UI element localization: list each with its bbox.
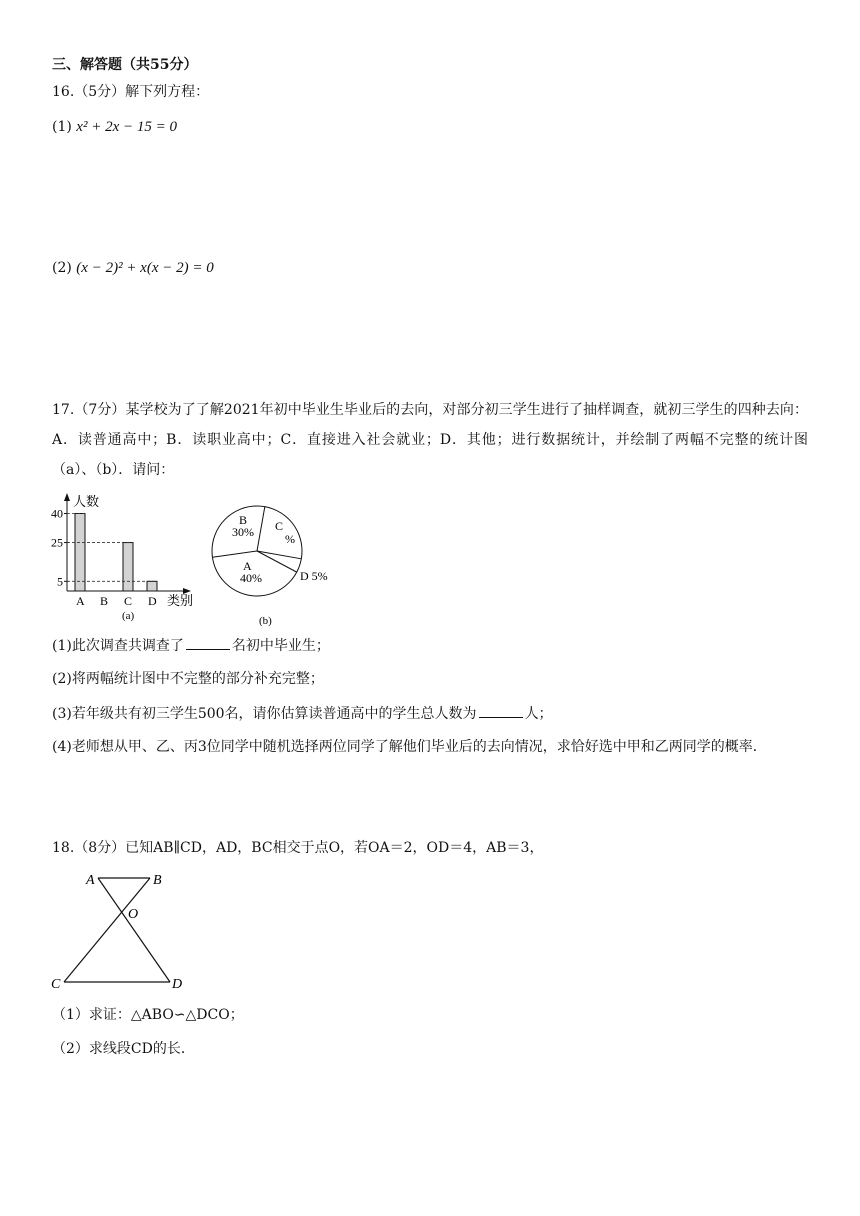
q16-part1-label: (1) [52, 119, 72, 135]
chart-b-title: (b) [259, 615, 272, 627]
pie-divider-1 [212, 551, 257, 557]
y-tick-label: 40 [51, 506, 63, 521]
q16-part2-equation: (x − 2)² + x(x − 2) = 0 [76, 260, 214, 276]
pie-slice-name-a: A [243, 559, 252, 573]
pie-chart-b [205, 498, 355, 628]
x-tick-label: A [76, 594, 85, 608]
point-o-label: O [128, 907, 139, 922]
q17-sub2: (2)将两幅统计图中不完整的部分补充完整； [52, 671, 324, 687]
q17-sub3 [52, 703, 553, 724]
q17-sub1-blank[interactable] [186, 635, 230, 650]
bar-a [75, 514, 85, 592]
segment-bc [64, 878, 150, 982]
segment-ad [98, 878, 170, 982]
y-tick-label: 25 [51, 535, 63, 550]
q17-text: 17.（7分）某学校为了了解2021年初中毕业生毕业后的去向，对部分初三学生进行了抽样调查，就初三学生的四种去向：A．读普通高中；B．读职业高中；C．直接进入社会就业；D．其他；进行数据统计，并绘制了两幅不完整的统计图（a）、（b）．请问： [52, 402, 808, 478]
y-axis-arrow [64, 493, 70, 501]
point-d-label: D [172, 977, 183, 992]
q16-part2-label: (2) [52, 260, 72, 276]
q16-part1 [52, 117, 177, 137]
q17-sub3-before: (3)若年级共有初三学生500名，请你估算读普通高中的学生总人数为 [52, 706, 477, 722]
x-tick-label: B [100, 594, 109, 608]
chart-a-title: (a) [122, 610, 135, 622]
q18-sub2: （2）求线段CD的长． [52, 1041, 195, 1057]
bar-chart-a [45, 490, 205, 625]
q17-sub1-after: 名初中毕业生； [231, 638, 330, 654]
q18-header: 18.（8分）已知AB∥CD，AD，BC相交于点O，若OA＝2，OD＝4，AB＝3， [52, 840, 544, 856]
q17-sub3-after: 人； [524, 706, 553, 722]
q18-figure [46, 866, 196, 994]
q17-sub3-blank[interactable] [479, 703, 523, 718]
q17-sub1-before: (1)此次调查共调查了 [52, 638, 184, 654]
point-c-label: C [51, 977, 61, 992]
bar-c [123, 543, 133, 591]
pie-slice-label-d: D 5% [300, 569, 328, 583]
bar-d [147, 581, 157, 591]
q16-part2 [52, 258, 214, 278]
q16-part1-equation: x² + 2x − 15 = 0 [76, 119, 177, 135]
pie-slice-value-b: 30% [232, 525, 254, 539]
q16-header: 16.（5分）解下列方程： [52, 84, 210, 100]
pie-slice-name-b: B [239, 513, 248, 527]
x-tick-label: C [124, 594, 133, 608]
pie-slice-name-c: C [275, 519, 284, 533]
point-a-label: A [86, 873, 95, 888]
section-title: 三、解答题（共55分） [52, 57, 198, 73]
q18-sub1: （1）求证：△ABO∽△DCO； [52, 1007, 244, 1023]
pie-divider-4 [257, 507, 265, 551]
q17-sub1 [52, 635, 330, 656]
y-tick-label: 5 [57, 574, 63, 589]
pie-slice-value-a: 40% [240, 571, 262, 585]
pie-slice-value-c: % [285, 532, 295, 546]
x-tick-label: D [148, 594, 157, 608]
q17-sub4: (4)老师想从甲、乙、丙3位同学中随机选择两位同学了解他们毕业后的去向情况，求恰好选中甲和乙两同学的概率． [52, 739, 767, 755]
point-b-label: B [153, 873, 162, 888]
y-axis-label: 人数 [73, 494, 100, 509]
x-axis-label: 类别 [167, 593, 194, 608]
